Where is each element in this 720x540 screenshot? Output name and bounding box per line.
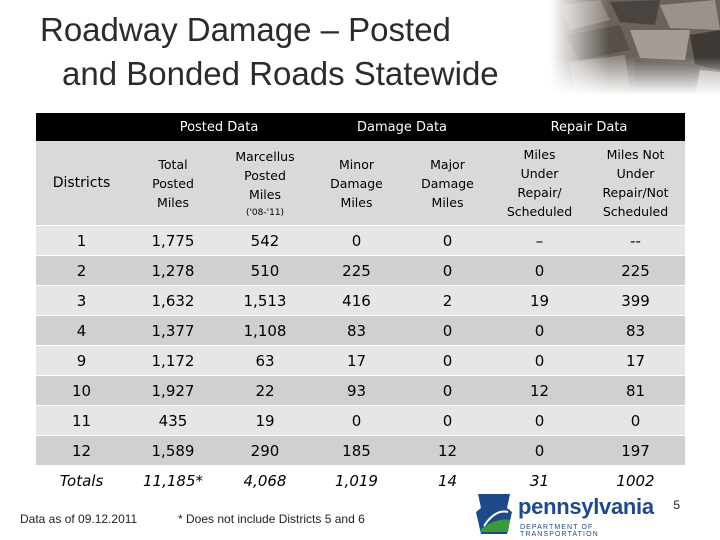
cell-minor-damage: 0: [311, 406, 402, 436]
cell-major-damage: 12: [402, 436, 493, 466]
cell-not-under-repair: 83: [586, 316, 685, 346]
totals-minor-damage: 1,019: [311, 466, 402, 497]
cell-under-repair: 0: [493, 406, 586, 436]
cell-minor-damage: 185: [311, 436, 402, 466]
group-header-posted: Posted Data: [127, 113, 311, 141]
cell-total-posted: 1,377: [127, 316, 219, 346]
cell-under-repair: 12: [493, 376, 586, 406]
cell-total-posted: 1,278: [127, 256, 219, 286]
group-header-row: [36, 113, 685, 141]
cell-minor-damage: 225: [311, 256, 402, 286]
cell-marcellus-posted: 63: [219, 346, 311, 376]
cell-not-under-repair: 399: [586, 286, 685, 316]
page-number: 5: [673, 498, 680, 512]
cell-district: 3: [36, 286, 127, 316]
cell-under-repair: 0: [493, 436, 586, 466]
table-row: [36, 256, 685, 286]
cell-major-damage: 2: [402, 286, 493, 316]
cell-district: 12: [36, 436, 127, 466]
cell-district: 4: [36, 316, 127, 346]
col-header-not-under-repair: Miles Not Under Repair/Not Scheduled: [586, 141, 685, 226]
cell-minor-damage: 416: [311, 286, 402, 316]
group-header-damage: Damage Data: [311, 113, 493, 141]
marcellus-years: ('08-'11): [245, 207, 285, 218]
cell-district: 9: [36, 346, 127, 376]
cell-not-under-repair: 81: [586, 376, 685, 406]
cell-total-posted: 1,632: [127, 286, 219, 316]
table-row: [36, 346, 685, 376]
cell-marcellus-posted: 22: [219, 376, 311, 406]
title-line-1: Roadway Damage – Posted: [40, 11, 451, 48]
roadway-damage-table: [36, 113, 685, 496]
column-header-row: [36, 141, 685, 226]
keystone-logo-icon: [474, 492, 514, 536]
cell-minor-damage: 83: [311, 316, 402, 346]
col-header-minor-damage: Minor Damage Miles: [311, 141, 402, 226]
cell-total-posted: 1,775: [127, 226, 219, 256]
table-row: [36, 436, 685, 466]
totals-marcellus-posted: 4,068: [219, 466, 311, 497]
cell-major-damage: 0: [402, 406, 493, 436]
title-line-2: and Bonded Roads Statewide: [62, 55, 499, 92]
cell-major-damage: 0: [402, 256, 493, 286]
table-row: [36, 286, 685, 316]
totals-total-posted: 11,185*: [127, 466, 219, 497]
cell-total-posted: 1,927: [127, 376, 219, 406]
penndot-logo: [474, 492, 674, 536]
cell-not-under-repair: 225: [586, 256, 685, 286]
totals-under-repair: 31: [493, 466, 586, 497]
rock-pile-photo: [550, 0, 720, 95]
totals-district: Totals: [36, 466, 127, 497]
table-row: [36, 376, 685, 406]
data-date-note: Data as of 09.12.2011: [20, 512, 138, 526]
cell-district: 11: [36, 406, 127, 436]
cell-under-repair: 19: [493, 286, 586, 316]
totals-not-under-repair: 1002: [586, 466, 685, 497]
totals-major-damage: 14: [402, 466, 493, 497]
cell-not-under-repair: 17: [586, 346, 685, 376]
cell-total-posted: 1,589: [127, 436, 219, 466]
cell-major-damage: 0: [402, 316, 493, 346]
cell-minor-damage: 0: [311, 226, 402, 256]
table-row: [36, 406, 685, 436]
table-body: [36, 226, 685, 497]
col-header-total-posted: Total Posted Miles: [127, 141, 219, 226]
cell-under-repair: –: [493, 226, 586, 256]
cell-not-under-repair: 0: [586, 406, 685, 436]
group-header-blank: [36, 113, 127, 141]
cell-major-damage: 0: [402, 376, 493, 406]
cell-marcellus-posted: 19: [219, 406, 311, 436]
cell-marcellus-posted: 542: [219, 226, 311, 256]
col-header-under-repair: Miles Under Repair/ Scheduled: [493, 141, 586, 226]
table-row: [36, 316, 685, 346]
cell-not-under-repair: 197: [586, 436, 685, 466]
districts-footnote: * Does not include Districts 5 and 6: [178, 512, 365, 526]
cell-minor-damage: 93: [311, 376, 402, 406]
cell-marcellus-posted: 290: [219, 436, 311, 466]
col-header-districts: Districts: [36, 141, 127, 226]
cell-district: 10: [36, 376, 127, 406]
cell-major-damage: 0: [402, 226, 493, 256]
cell-district: 2: [36, 256, 127, 286]
logo-text: pennsylvania: [518, 494, 654, 519]
col-header-major-damage: Major Damage Miles: [402, 141, 493, 226]
cell-not-under-repair: --: [586, 226, 685, 256]
cell-marcellus-posted: 1,108: [219, 316, 311, 346]
cell-total-posted: 435: [127, 406, 219, 436]
logo-subtext: DEPARTMENT OF TRANSPORTATION: [520, 524, 599, 538]
cell-minor-damage: 17: [311, 346, 402, 376]
slide-title: [40, 8, 600, 96]
cell-marcellus-posted: 1,513: [219, 286, 311, 316]
cell-total-posted: 1,172: [127, 346, 219, 376]
cell-major-damage: 0: [402, 346, 493, 376]
cell-under-repair: 0: [493, 316, 586, 346]
cell-district: 1: [36, 226, 127, 256]
table-row: [36, 226, 685, 256]
cell-under-repair: 0: [493, 346, 586, 376]
cell-marcellus-posted: 510: [219, 256, 311, 286]
cell-under-repair: 0: [493, 256, 586, 286]
col-header-marcellus-posted: Marcellus Posted Miles ('08-'11): [219, 141, 311, 226]
group-header-repair: Repair Data: [493, 113, 685, 141]
